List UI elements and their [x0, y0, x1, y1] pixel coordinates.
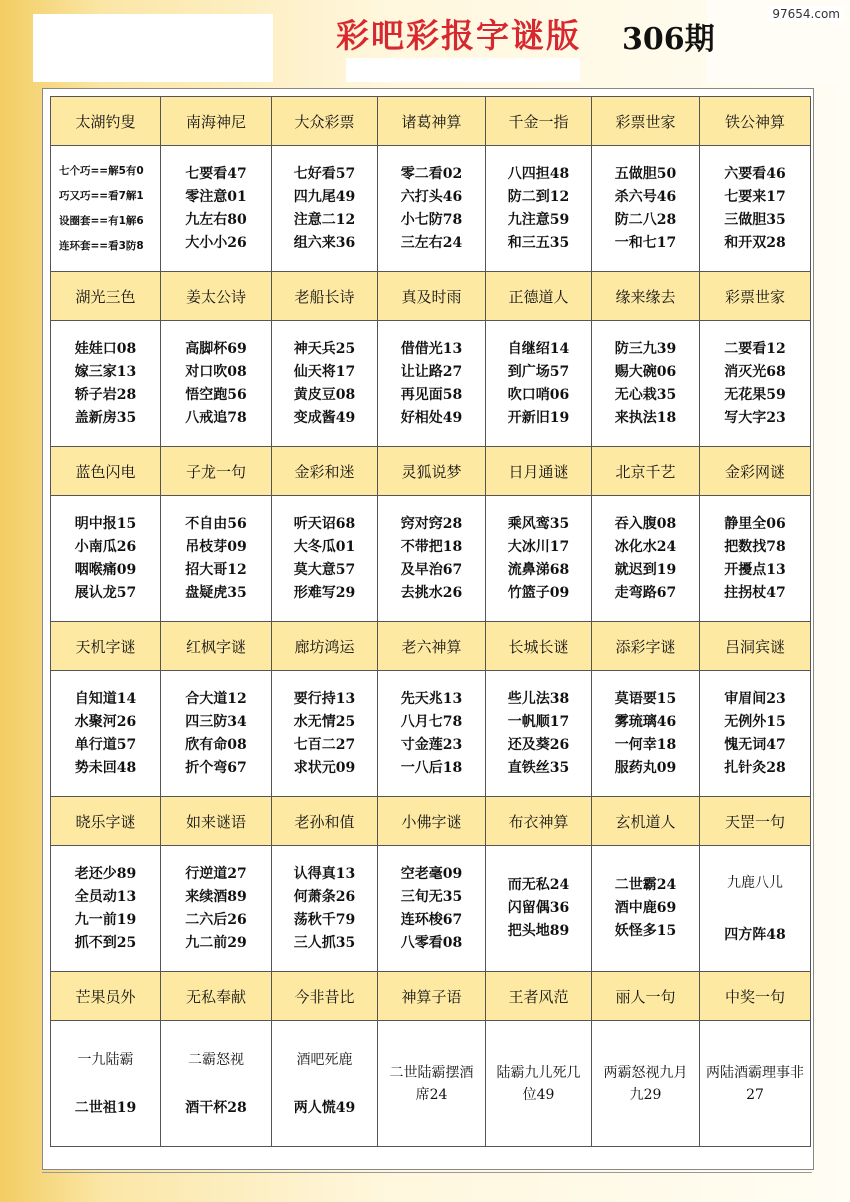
riddle-line: 咽喉痛09: [74, 561, 137, 578]
riddle-cell: [51, 846, 161, 972]
riddle-line: 黄皮豆08: [293, 386, 356, 403]
riddle-line: 形难写29: [293, 584, 356, 601]
riddle-cell: [51, 496, 161, 622]
riddle-line: 求状元09: [293, 759, 356, 776]
riddle-line: 直铁丝35: [507, 759, 570, 776]
riddle-line: 九一前19: [74, 911, 137, 928]
riddle-line: 再见面58: [400, 386, 463, 403]
riddle-table: [50, 96, 811, 1147]
column-author-name: 中奖一句: [700, 972, 811, 1021]
column-author-name: 北京千艺: [592, 447, 700, 496]
riddle-line: 老还少89: [74, 865, 137, 882]
column-author-name: 王者风范: [486, 972, 592, 1021]
column-author-name: 真及时雨: [378, 272, 486, 321]
riddle-line: 妖怪多15: [614, 923, 677, 939]
riddle-line: 高脚杯69: [185, 340, 247, 357]
riddle-line: 开擾点13: [724, 561, 786, 578]
blank-subtitle-box: [346, 58, 580, 82]
riddle-line: 愧无词47: [724, 736, 786, 753]
riddle-line: 一帆顺17: [507, 713, 570, 730]
riddle-line: 三旬无35: [400, 888, 463, 905]
riddle-line: 就迟到19: [614, 561, 677, 578]
riddle-line: 拄拐杖47: [724, 584, 786, 601]
riddle-line: 悟空跑56: [185, 386, 247, 403]
column-author-name: 吕洞宾谜: [700, 622, 811, 671]
riddle-cell: [272, 671, 378, 797]
riddle-cell: [700, 1021, 811, 1147]
riddle-cell: [592, 1021, 700, 1147]
riddle-line: 八零看08: [400, 934, 463, 951]
column-author-name: 长城长谜: [486, 622, 592, 671]
riddle-cell: [272, 1021, 378, 1147]
riddle-line: 防三九39: [614, 340, 677, 357]
riddle-line: 认得真13: [293, 865, 356, 882]
riddle-line: 好相处49: [400, 409, 463, 426]
column-author-name: 南海神尼: [161, 97, 272, 146]
riddle-line: 无例外15: [724, 713, 786, 730]
riddle-line: 合大道12: [185, 690, 247, 707]
column-author-name: 蓝色闪电: [51, 447, 161, 496]
riddle-line: 零注意01: [185, 188, 247, 205]
column-author-name: 小佛字谜: [378, 797, 486, 846]
column-author-name: 铁公神算: [700, 97, 811, 146]
riddle-row: [51, 321, 811, 447]
sheet-bottom-border: [42, 1172, 812, 1173]
riddle-line: 借借光13: [400, 340, 463, 357]
riddle-line: 二要看12: [724, 340, 786, 357]
column-author-name: 丽人一句: [592, 972, 700, 1021]
column-author-name: 姜太公诗: [161, 272, 272, 321]
legend-line: 七个巧==解5有0: [59, 164, 144, 177]
riddle-line: 杀六号46: [614, 188, 677, 205]
header-row: [51, 797, 811, 846]
riddle-line: 吹口哨06: [507, 386, 570, 403]
riddle-cell: [161, 496, 272, 622]
column-author-name: 老六神算: [378, 622, 486, 671]
riddle-line: 大小小26: [185, 234, 247, 251]
riddle-line: 招大哥12: [185, 561, 247, 578]
riddle-line: 娃娃口08: [74, 340, 137, 357]
riddle-line: 二世陆霸摆酒席24: [389, 1064, 474, 1103]
riddle-cell: [378, 321, 486, 447]
column-author-name: 如来谜语: [161, 797, 272, 846]
riddle-line: 静里全06: [724, 515, 786, 532]
header-row: [51, 272, 811, 321]
riddle-line: 对口吹08: [185, 363, 247, 380]
riddle-line: 还及葵26: [507, 736, 570, 753]
column-author-name: 红枫字谜: [161, 622, 272, 671]
riddle-line: 写大字23: [724, 409, 786, 426]
riddle-line: 二世霸24: [614, 877, 677, 893]
column-author-name: 天机字谜: [51, 622, 161, 671]
riddle-cell: [161, 321, 272, 447]
riddle-line: 防二八28: [614, 211, 677, 228]
riddle-line: 九注意59: [507, 211, 570, 228]
riddle-line: 和三五35: [507, 234, 570, 251]
legend-line: 设圈套==有1解6: [59, 214, 144, 227]
column-author-name: 灵狐说梦: [378, 447, 486, 496]
riddle-cell: [486, 846, 592, 972]
riddle-cell: [592, 846, 700, 972]
riddle-line: 闪留偶36: [507, 900, 570, 916]
riddle-line: 仙天将17: [293, 363, 356, 380]
riddle-line: 一和七17: [614, 234, 677, 251]
riddle-line: 酒干杯28: [185, 1099, 247, 1116]
riddle-line: 八月七78: [400, 713, 463, 730]
blank-label-box: [33, 14, 273, 82]
riddle-cell: [378, 496, 486, 622]
riddle-cell: [486, 146, 592, 272]
riddle-line: 水聚河26: [74, 713, 137, 730]
riddle-line: 二霸怒视: [188, 1051, 244, 1068]
header-row: [51, 97, 811, 146]
riddle-line: 扎针灸28: [724, 759, 786, 776]
riddle-line: 些儿法38: [507, 690, 570, 707]
riddle-cell: [486, 671, 592, 797]
riddle-line: 荡秋千79: [293, 911, 356, 928]
column-author-name: 今非昔比: [272, 972, 378, 1021]
riddle-line: 七百二27: [293, 736, 356, 753]
riddle-line: 一八后18: [400, 759, 463, 776]
riddle-line: 陆霸九儿死几位49: [496, 1064, 581, 1103]
riddle-cell: [486, 321, 592, 447]
riddle-cell: [272, 496, 378, 622]
issue-number: 306期: [622, 22, 715, 57]
riddle-line: 轿子岩28: [74, 386, 137, 403]
riddle-cell: [378, 1021, 486, 1147]
riddle-line: 吊枝芽09: [185, 538, 247, 555]
riddle-line: 三左右24: [400, 234, 463, 251]
riddle-line: 把头地89: [507, 923, 570, 939]
riddle-row: [51, 671, 811, 797]
riddle-line: 势未回48: [74, 759, 137, 776]
riddle-line: 大冰川17: [507, 538, 570, 555]
riddle-line: 听天诏68: [293, 515, 356, 532]
riddle-line: 小七防78: [400, 211, 463, 228]
riddle-cell: [592, 496, 700, 622]
page-header: [0, 0, 850, 88]
riddle-line: 去挑水26: [400, 584, 463, 601]
riddle-cell: [378, 846, 486, 972]
riddle-line: 竹篮子09: [507, 584, 570, 601]
page-title: 彩吧彩报字谜版: [336, 16, 581, 55]
header-row: [51, 972, 811, 1021]
riddle-line: 防二到12: [507, 188, 570, 205]
riddle-line: 七要看47: [185, 165, 247, 182]
riddle-line: 赐大碗06: [614, 363, 677, 380]
riddle-line: 九鹿八儿: [727, 874, 783, 891]
riddle-line: 九左右80: [185, 211, 247, 228]
riddle-line: 六打头46: [400, 188, 463, 205]
riddle-line: 两霸怒视九月九29: [603, 1064, 688, 1103]
riddle-line: 消灭光68: [724, 363, 786, 380]
column-author-name: 添彩字谜: [592, 622, 700, 671]
riddle-line: 空老毫09: [400, 865, 463, 882]
column-author-name: 芒果员外: [51, 972, 161, 1021]
riddle-line: 自继绍14: [507, 340, 570, 357]
column-author-name: 玄机道人: [592, 797, 700, 846]
riddle-line: 行逆道27: [185, 865, 247, 882]
riddle-line: 水无情25: [293, 713, 356, 730]
riddle-row: [51, 1021, 811, 1147]
riddle-row: [51, 146, 811, 272]
riddle-line: 六要看46: [724, 165, 786, 182]
riddle-line: 八四担48: [507, 165, 570, 182]
riddle-line: 而无私24: [507, 877, 570, 893]
riddle-row: [51, 496, 811, 622]
riddle-line: 来续酒89: [185, 888, 247, 905]
riddle-line: 两人慌49: [293, 1099, 356, 1116]
riddle-cell: [51, 1021, 161, 1147]
riddle-line: 连环梭67: [400, 911, 463, 928]
riddle-line: 组六来36: [293, 234, 356, 251]
column-author-name: 日月通谜: [486, 447, 592, 496]
riddle-cell: [486, 496, 592, 622]
header-row: [51, 447, 811, 496]
riddle-cell: [592, 671, 700, 797]
column-author-name: 诸葛神算: [378, 97, 486, 146]
riddle-line: 到广场57: [507, 363, 570, 380]
riddle-cell: [700, 846, 811, 972]
riddle-line: 二六后26: [185, 911, 247, 928]
riddle-line: 零二看02: [400, 165, 463, 182]
riddle-cell: [378, 671, 486, 797]
riddle-line: 两陆酒霸理事非27: [706, 1064, 804, 1103]
riddle-cell: [486, 1021, 592, 1147]
riddle-line: 开新旧19: [507, 409, 570, 426]
riddle-line: 走弯路67: [614, 584, 677, 601]
riddle-cell: [378, 146, 486, 272]
riddle-line: 二世祖19: [74, 1099, 137, 1116]
riddle-line: 八戒追78: [185, 409, 247, 426]
riddle-line: 七好看57: [293, 165, 356, 182]
riddle-line: 五做胆50: [614, 165, 677, 182]
riddle-line: 无心栽35: [614, 386, 677, 403]
riddle-line: 折个弯67: [185, 759, 247, 776]
riddle-cell: [161, 146, 272, 272]
riddle-cell: [592, 146, 700, 272]
column-author-name: 湖光三色: [51, 272, 161, 321]
riddle-cell: [700, 496, 811, 622]
riddle-line: 七要来17: [724, 188, 786, 205]
riddle-line: 三做胆35: [724, 211, 786, 228]
column-author-name: 太湖钓叟: [51, 97, 161, 146]
riddle-line: 单行道57: [74, 736, 137, 753]
riddle-line: 一何幸18: [614, 736, 677, 753]
riddle-line: 寸金莲23: [400, 736, 463, 753]
column-author-name: 缘来缘去: [592, 272, 700, 321]
riddle-cell: [272, 846, 378, 972]
riddle-line: 把数找78: [724, 538, 786, 555]
legend-line: 连环套==看3防8: [59, 239, 144, 252]
riddle-line: 神天兵25: [293, 340, 356, 357]
header-row: [51, 622, 811, 671]
riddle-line: 让让路27: [400, 363, 463, 380]
riddle-line: 何萧条26: [293, 888, 356, 905]
column-author-name: 正德道人: [486, 272, 592, 321]
riddle-cell: [700, 146, 811, 272]
riddle-line: 一九陆霸: [77, 1051, 134, 1068]
riddle-line: 酒中鹿69: [614, 900, 677, 916]
column-author-name: 老船长诗: [272, 272, 378, 321]
riddle-cell: [161, 671, 272, 797]
column-author-name: 金彩和迷: [272, 447, 378, 496]
riddle-line: 欣有命08: [185, 736, 247, 753]
riddle-cell: [700, 321, 811, 447]
riddle-line: 窍对窍28: [400, 515, 463, 532]
riddle-line: 乘风鸾35: [507, 515, 570, 532]
riddle-line: 四九尾49: [293, 188, 356, 205]
riddle-line: 及早治67: [400, 561, 463, 578]
legend-line: 巧又巧==看7解1: [59, 189, 144, 202]
riddle-line: 要行持13: [293, 690, 356, 707]
riddle-line: 抓不到25: [74, 934, 137, 951]
column-author-name: 子龙一句: [161, 447, 272, 496]
site-watermark: 97654.com: [768, 6, 844, 22]
column-author-name: 天罡一句: [700, 797, 811, 846]
riddle-line: 来执法18: [614, 409, 677, 426]
column-author-name: 彩票世家: [592, 97, 700, 146]
riddle-line: 展认龙57: [74, 584, 137, 601]
riddle-line: 雾琉璃46: [614, 713, 677, 730]
riddle-cell: [161, 846, 272, 972]
riddle-line: 莫语要15: [614, 690, 677, 707]
column-author-name: 金彩网谜: [700, 447, 811, 496]
riddle-cell: [700, 671, 811, 797]
riddle-cell: [51, 321, 161, 447]
riddle-line: 酒吧死鹿: [296, 1051, 353, 1068]
column-author-name: 千金一指: [486, 97, 592, 146]
riddle-line: 盘疑虎35: [185, 584, 247, 601]
riddle-line: 明中报15: [74, 515, 137, 532]
riddle-line: 全员动13: [74, 888, 137, 905]
column-author-name: 老孙和值: [272, 797, 378, 846]
column-author-name: 晓乐字谜: [51, 797, 161, 846]
riddle-line: 无花果59: [724, 386, 786, 403]
riddle-cell: [592, 321, 700, 447]
riddle-line: 大冬瓜01: [293, 538, 356, 555]
column-author-name: 廊坊鸿运: [272, 622, 378, 671]
riddle-line: 变成酱49: [293, 409, 356, 426]
riddle-line: 四三防34: [185, 713, 247, 730]
riddle-line: 莫大意57: [293, 561, 356, 578]
riddle-line: 小南瓜26: [74, 538, 137, 555]
riddle-line: 九二前29: [185, 934, 247, 951]
riddle-line: 审眉间23: [724, 690, 786, 707]
riddle-line: 盖新房35: [74, 409, 137, 426]
riddle-line: 和开双28: [724, 234, 786, 251]
riddle-cell: [272, 321, 378, 447]
column-author-name: 神算子语: [378, 972, 486, 1021]
riddle-cell: [51, 146, 161, 272]
riddle-line: 流鼻涕68: [507, 561, 570, 578]
column-author-name: 大众彩票: [272, 97, 378, 146]
riddle-line: 注意二12: [293, 211, 356, 228]
riddle-line: 自知道14: [74, 690, 137, 707]
riddle-line: 不带把18: [400, 538, 463, 555]
riddle-line: 冰化水24: [614, 538, 677, 555]
column-author-name: 布衣神算: [486, 797, 592, 846]
riddle-line: 先天兆13: [400, 690, 463, 707]
riddle-cell: [51, 671, 161, 797]
column-author-name: 彩票世家: [700, 272, 811, 321]
riddle-line: 不自由56: [185, 515, 247, 532]
column-author-name: 无私奉献: [161, 972, 272, 1021]
riddle-cell: [161, 1021, 272, 1147]
riddle-row: [51, 846, 811, 972]
riddle-line: 四方阵48: [724, 926, 786, 943]
riddle-line: 嫁三家13: [74, 363, 137, 380]
riddle-line: 三人抓35: [293, 934, 356, 951]
riddle-line: 服药丸09: [614, 759, 677, 776]
riddle-line: 吞入腹08: [614, 515, 677, 532]
riddle-cell: [272, 146, 378, 272]
